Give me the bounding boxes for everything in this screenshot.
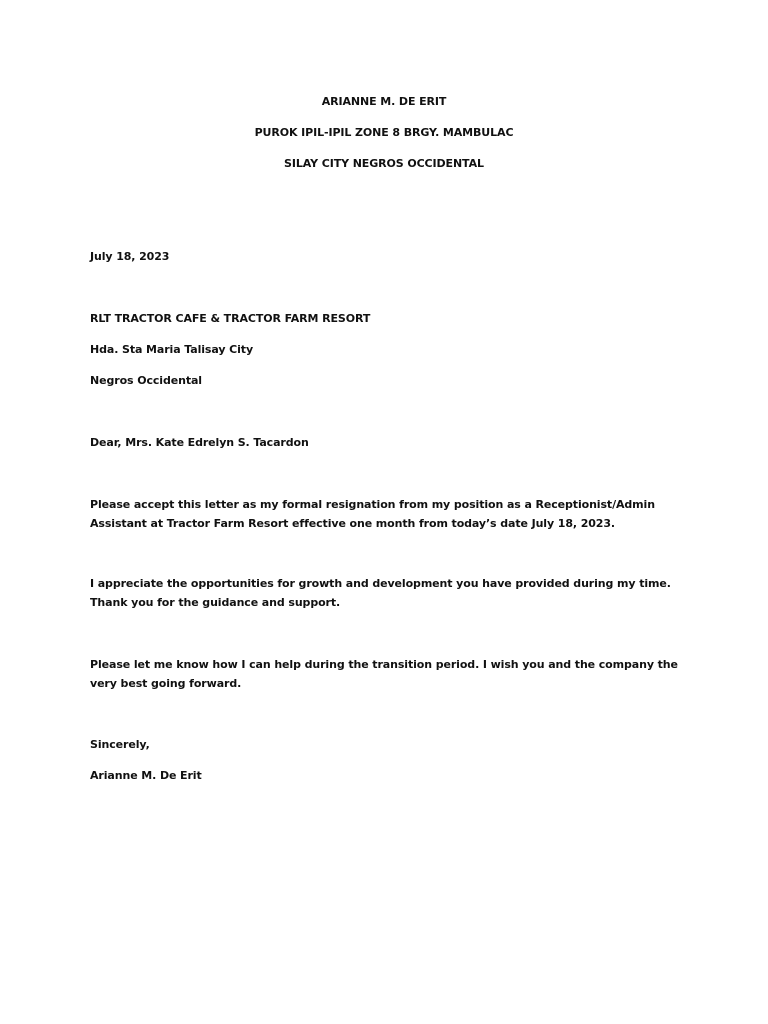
body-paragraph-2: I appreciate the opportunities for growth and development you have provided during my time. Thank you for the guidance and support. — [90, 577, 671, 609]
recipient-address-line1: Hda. Sta Maria Talisay City — [90, 343, 254, 356]
signature-name: Arianne M. De Erit — [90, 769, 202, 782]
body-paragraph-1: Please accept this letter as my formal resignation from my position as a Receptionist/Admin Assistant at Tractor Farm Resort effective one month from today’s date July 18, 2023. — [90, 498, 655, 530]
sender-address-line1: PUROK IPIL-IPIL ZONE 8 BRGY. MAMBULAC — [254, 126, 514, 139]
letter-date: July 18, 2023 — [90, 250, 170, 263]
recipient-company: RLT TRACTOR CAFE & TRACTOR FARM RESORT — [90, 312, 371, 325]
sender-address-line2: SILAY CITY NEGROS OCCIDENTAL — [284, 157, 484, 170]
recipient-address-line2: Negros Occidental — [90, 374, 202, 387]
salutation: Dear, Mrs. Kate Edrelyn S. Tacardon — [90, 436, 309, 449]
closing: Sincerely, — [90, 738, 150, 751]
sender-name: ARIANNE M. DE ERIT — [321, 95, 447, 108]
body-paragraph-3: Please let me know how I can help during the transition period. I wish you and the company the very best going forward. — [90, 658, 678, 690]
